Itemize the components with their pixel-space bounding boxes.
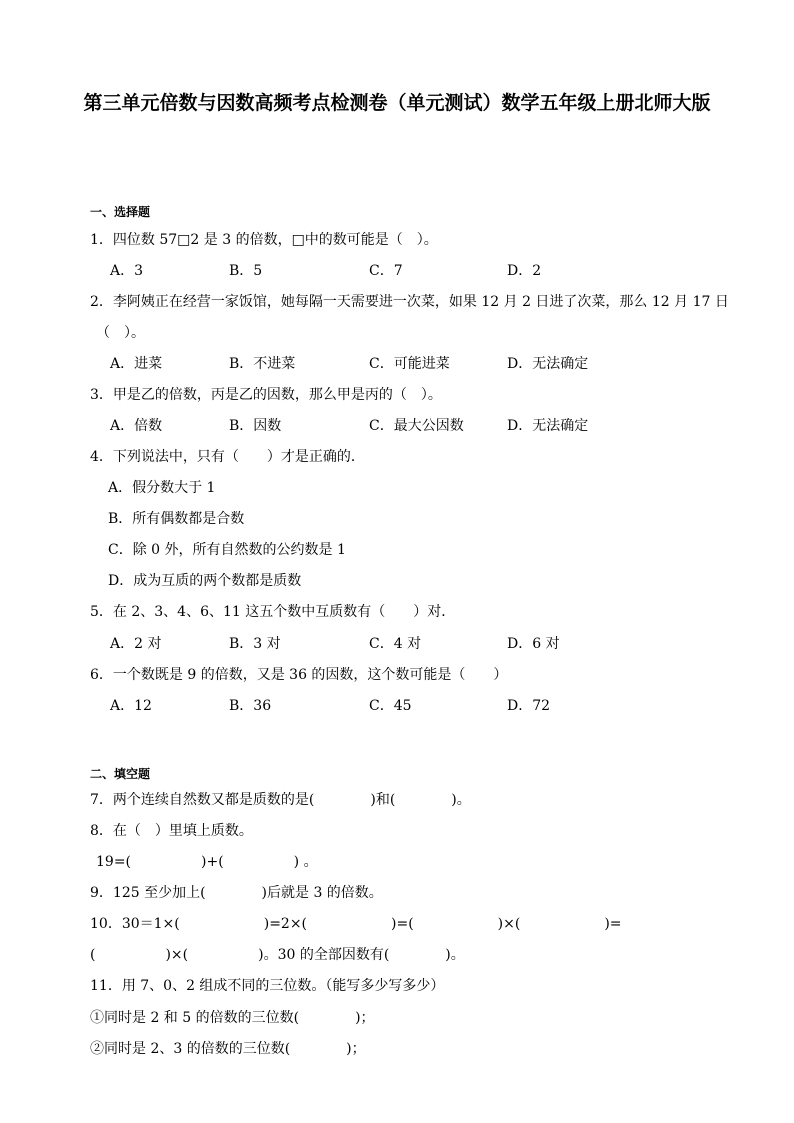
question-10-continued: ( )×( )。30 的全部因数有( )。 <box>90 947 465 963</box>
question-3-option-a: A．倍数 <box>110 418 163 434</box>
question-1-stem: 1．四位数 57□2 是 3 的倍数，□中的数可能是（ ）。 <box>90 232 438 248</box>
question-6-option-c: C．45 <box>369 698 412 714</box>
question-7-stem: 7．两个连续自然数又都是质数的是( )和( )。 <box>90 792 471 808</box>
question-4-stem: 4．下列说法中，只有（ ）才是正确的． <box>90 449 365 465</box>
question-1-option-a: A．3 <box>110 263 144 279</box>
question-2-stem: 2．李阿姨正在经营一家饭馆，她每隔一天需要进一次菜，如果 12 月 2 日进了次菜，那么 12 月 17 日 <box>90 294 729 310</box>
question-8-blank-line: 19=( )+( ) 。 <box>96 854 318 870</box>
question-1-option-c: C．7 <box>369 263 403 279</box>
question-2-option-b: B．不进菜 <box>229 356 296 372</box>
question-5-option-b: B．3 对 <box>229 636 281 652</box>
question-4-option-c: C．除 0 外，所有自然数的公约数是 1 <box>108 542 346 558</box>
question-11-sub-1: ①同时是 2 和 5 的倍数的三位数( )； <box>90 1010 375 1026</box>
question-1-option-d: D．2 <box>507 263 542 279</box>
question-2-stem-continued: （ ）。 <box>96 325 145 341</box>
question-6-option-d: D．72 <box>507 698 551 714</box>
question-11-stem: 11．用 7、0、2 组成不同的三位数。（能写多少写多少） <box>90 978 445 994</box>
question-1-option-b: B．5 <box>229 263 263 279</box>
question-6-option-b: B．36 <box>229 698 272 714</box>
question-5-stem: 5．在 2、3、4、6、11 这五个数中互质数有（ ）对． <box>90 604 456 620</box>
section-heading-fill: 二、填空题 <box>90 767 151 781</box>
question-5-option-a: A．2 对 <box>110 636 162 652</box>
question-6-option-a: A．12 <box>110 698 152 714</box>
question-10-stem: 10．30＝1×( )=2×( )=( )×( )= <box>90 916 622 932</box>
question-4-option-a: A．假分数大于 1 <box>108 480 216 496</box>
question-2-option-a: A．进菜 <box>110 356 163 372</box>
question-5-option-d: D．6 对 <box>507 636 560 652</box>
question-2-option-c: C．可能进菜 <box>369 356 450 372</box>
question-2-option-d: D．无法确定 <box>507 356 589 372</box>
question-3-stem: 3．甲是乙的倍数，丙是乙的因数，那么甲是丙的（ ）。 <box>90 387 442 403</box>
question-9-stem: 9．125 至少加上( )后就是 3 的倍数。 <box>90 885 383 901</box>
question-8-stem: 8．在（ ）里填上质数。 <box>90 823 253 839</box>
section-heading-choice: 一、选择题 <box>90 205 151 219</box>
page-title: 第三单元倍数与因数高频考点检测卷（单元测试）数学五年级上册北师大版 <box>83 92 711 114</box>
question-4-option-d: D．成为互质的两个数都是质数 <box>108 573 302 589</box>
question-3-option-b: B．因数 <box>229 418 282 434</box>
question-6-stem: 6．一个数既是 9 的倍数，又是 36 的因数，这个数可能是（ ） <box>90 667 508 683</box>
question-3-option-d: D．无法确定 <box>507 418 589 434</box>
question-4-option-b: B．所有偶数都是合数 <box>108 511 245 527</box>
question-5-option-c: C．4 对 <box>369 636 422 652</box>
question-3-option-c: C．最大公因数 <box>369 418 464 434</box>
question-11-sub-2: ②同时是 2、3 的倍数的三位数( )； <box>90 1041 366 1057</box>
